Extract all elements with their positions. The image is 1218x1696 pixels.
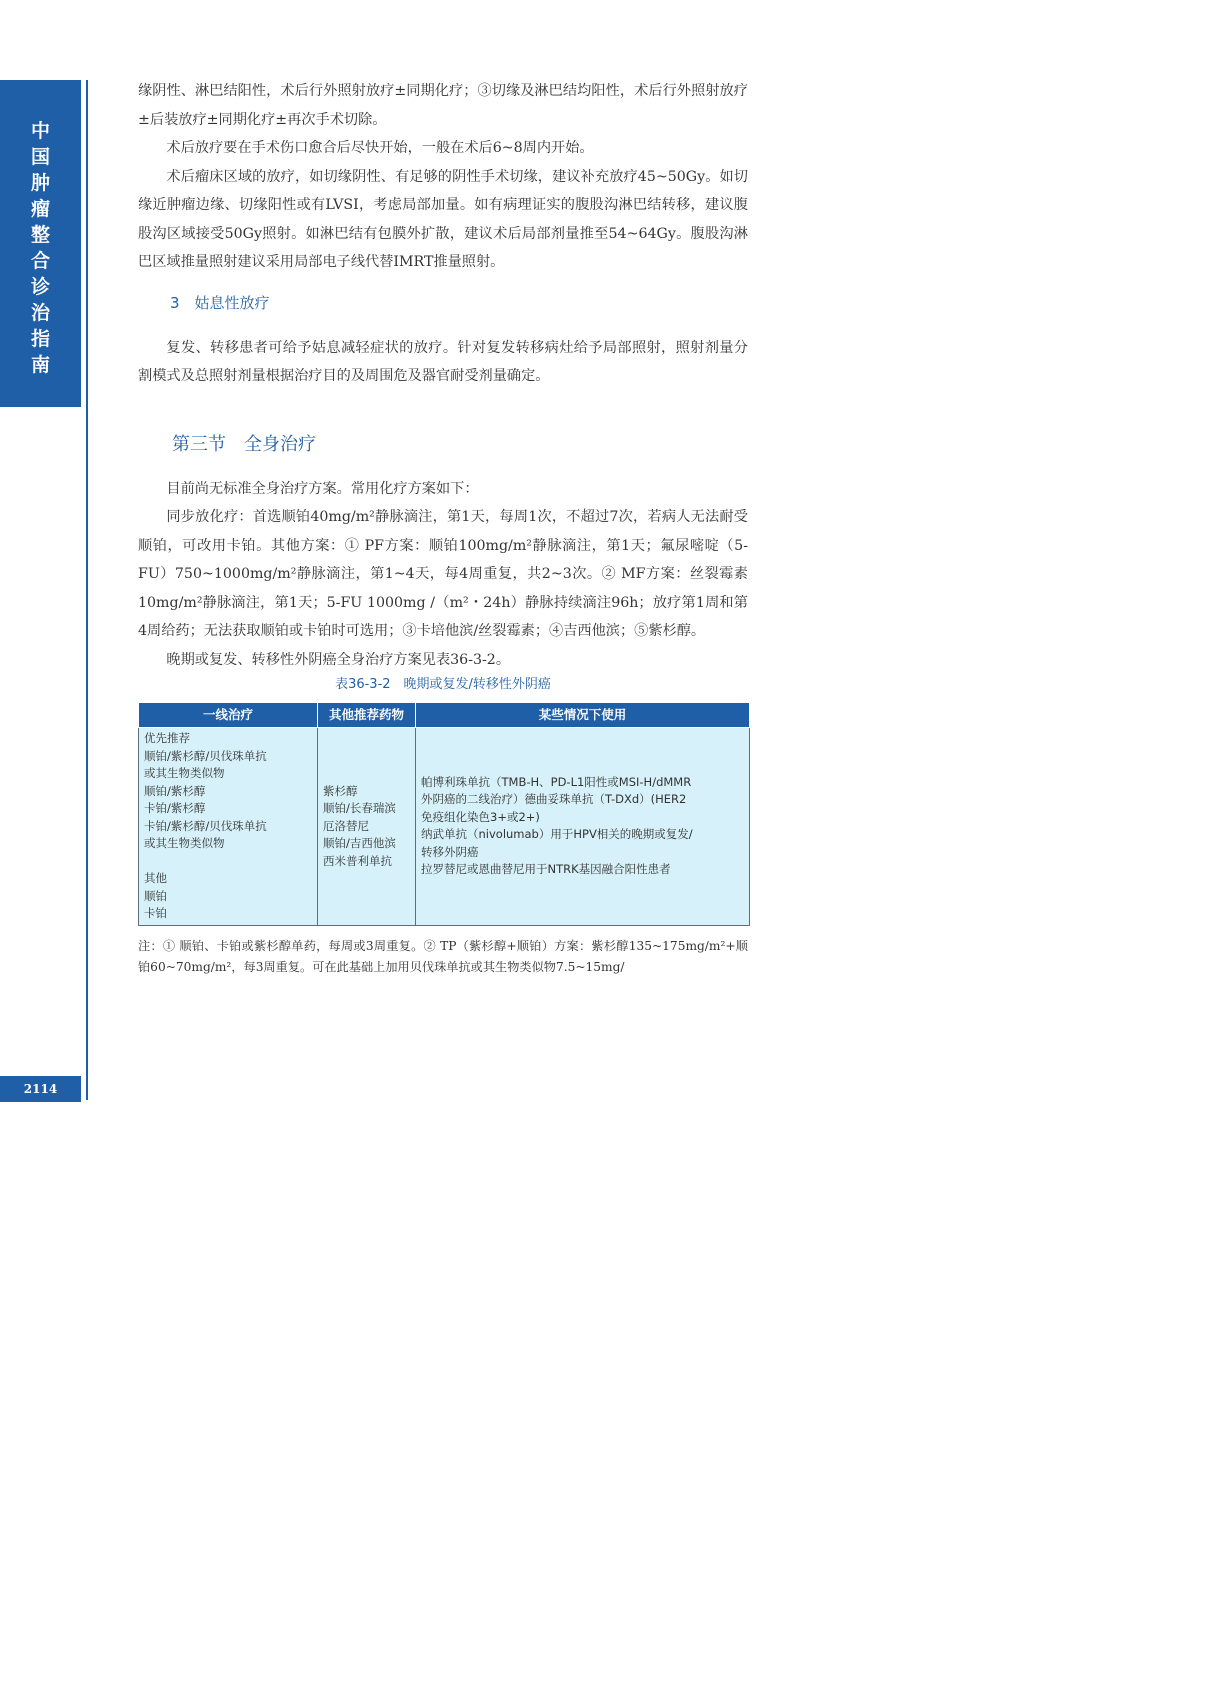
book-title-char: 整 [30, 224, 50, 246]
page-number: 2114 [0, 1076, 81, 1102]
book-title-char: 治 [30, 302, 50, 324]
cell-line: 卡铂/紫杉醇 [144, 801, 206, 815]
book-title-char: 指 [30, 328, 50, 350]
cell-line: 顺铂 [144, 888, 167, 903]
cell-line: 顺铂/紫杉醇/贝伐珠单抗 [144, 748, 267, 763]
cell-line: 顺铂/长春瑞滨 [323, 801, 396, 815]
book-title-char: 诊 [30, 276, 50, 298]
cell-line: 卡铂 [144, 906, 167, 920]
body-paragraph: 术后放疗要在手术伤口愈合后尽快开始，一般在术后6~8周内开始。 [166, 140, 594, 156]
table-header-cell: 某些情况下使用 [416, 703, 750, 728]
page-content [138, 77, 748, 978]
subsection-heading: 3 姑息性放疗 [170, 293, 270, 312]
book-title-char: 合 [30, 250, 50, 272]
book-title-char: 南 [30, 354, 50, 376]
book-title-char: 国 [30, 146, 50, 168]
table-header-row [139, 703, 750, 728]
regimen-table [138, 702, 750, 926]
first-line-cell [139, 728, 318, 926]
conditional-use-cell [416, 728, 750, 926]
cell-line: 紫杉醇 [323, 783, 358, 798]
cell-line: 优先推荐 [144, 731, 190, 745]
cell-line: 帕博利珠单抗（TMB-H、PD-L1阳性或MSI-H/dMMR [421, 774, 692, 789]
book-title-char: 肿 [30, 172, 50, 194]
body-paragraph: 同步放化疗：首选顺铂40mg/m²静脉滴注，第1天，每周1次，不超过7次，若病人无法耐受顺铂，可改用卡铂。其他方案：① PF方案：顺铂100mg/m²静脉滴注，第1天；氟尿嘧啶（5-FU）750~1000mg/m²静脉滴注，第1~4天，每4周重复，共2~3次。② MF方案：丝裂霉素10mg/m²静脉滴注，第1天；5-FU 1000mg /（m²・24h）静脉持续滴注96h；放疗第1周和第4周给药；无法获取顺铂或卡铂时可选用；③卡培他滨/丝裂霉素；④吉西他滨；⑤紫杉醇。 [138, 509, 748, 639]
table-note: 注：① 顺铂、卡铂或紫杉醇单药，每周或3周重复。② TP（紫杉醇+顺铂）方案：紫杉醇135~175mg/m²+顺铂60~70mg/m²，每3周重复。可在此基础上加用贝伐珠单抗或其生物类似物7.5~15mg/ [138, 938, 748, 974]
section-heading: 第三节 全身治疗 [172, 433, 316, 455]
cell-line: 转移外阴癌 [421, 844, 479, 859]
body-paragraph: 目前尚无标准全身治疗方案。常用化疗方案如下： [166, 480, 479, 497]
book-title-char: 瘤 [30, 198, 50, 220]
table-header-cell: 一线治疗 [139, 703, 318, 728]
cell-line: 其他 [144, 871, 167, 885]
cell-line: 免疫组化染色3+或2+) [421, 809, 540, 824]
cell-line: 拉罗替尼或恩曲替尼用于NTRK基因融合阳性患者 [421, 862, 671, 877]
cell-line: 西米普利单抗 [323, 853, 392, 868]
cell-spacer [144, 853, 312, 871]
cell-line: 或其生物类似物 [144, 836, 225, 850]
cell-line: 卡铂/紫杉醇/贝伐珠单抗 [144, 818, 267, 833]
cell-line: 外阴癌的二线治疗）德曲妥珠单抗（T-DXd）(HER2 [421, 792, 687, 807]
body-paragraph: 术后瘤床区域的放疗，如切缘阴性、有足够的阴性手术切缘，建议补充放疗45~50Gy。如切缘近肿瘤边缘、切缘阳性或有LVSI，考虑局部加量。如有病理证实的腹股沟淋巴结转移，建议腹股沟区域接受50Gy照射。如淋巴结有包膜外扩散，建议术后局部剂量推至54~64Gy。腹股沟淋巴区域推量照射建议采用局部电子线代替IMRT推量照射。 [138, 168, 748, 270]
cell-line: 厄洛替尼 [323, 818, 369, 833]
book-title-char: 中 [30, 120, 50, 142]
table-caption: 表36-3-2 晚期或复发/转移性外阴癌 [335, 677, 551, 692]
body-paragraph: 晚期或复发、转移性外阴癌全身治疗方案见表36-3-2。 [166, 651, 511, 668]
cell-line: 顺铂/吉西他滨 [323, 836, 396, 850]
body-paragraph: 缘阴性、淋巴结阳性，术后行外照射放疗±同期化疗；③切缘及淋巴结均阳性，术后行外照射放疗±后装放疗±同期化疗±再次手术切除。 [138, 83, 748, 128]
body-paragraph: 复发、转移患者可给予姑息减轻症状的放疗。针对复发转移病灶给予局部照射，照射剂量分割模式及总照射剂量根据治疗目的及周围危及器官耐受剂量确定。 [138, 339, 748, 384]
cell-line: 顺铂/紫杉醇 [144, 783, 206, 798]
cell-line: 纳武单抗（nivolumab）用于HPV相关的晚期或复发/ [421, 827, 693, 842]
margin-rule [86, 80, 88, 1100]
table-header-cell: 其他推荐药物 [318, 703, 416, 728]
book-title-vertical [0, 118, 81, 378]
cell-line: 或其生物类似物 [144, 766, 225, 780]
other-drugs-cell [318, 728, 416, 926]
table-row [139, 728, 750, 926]
